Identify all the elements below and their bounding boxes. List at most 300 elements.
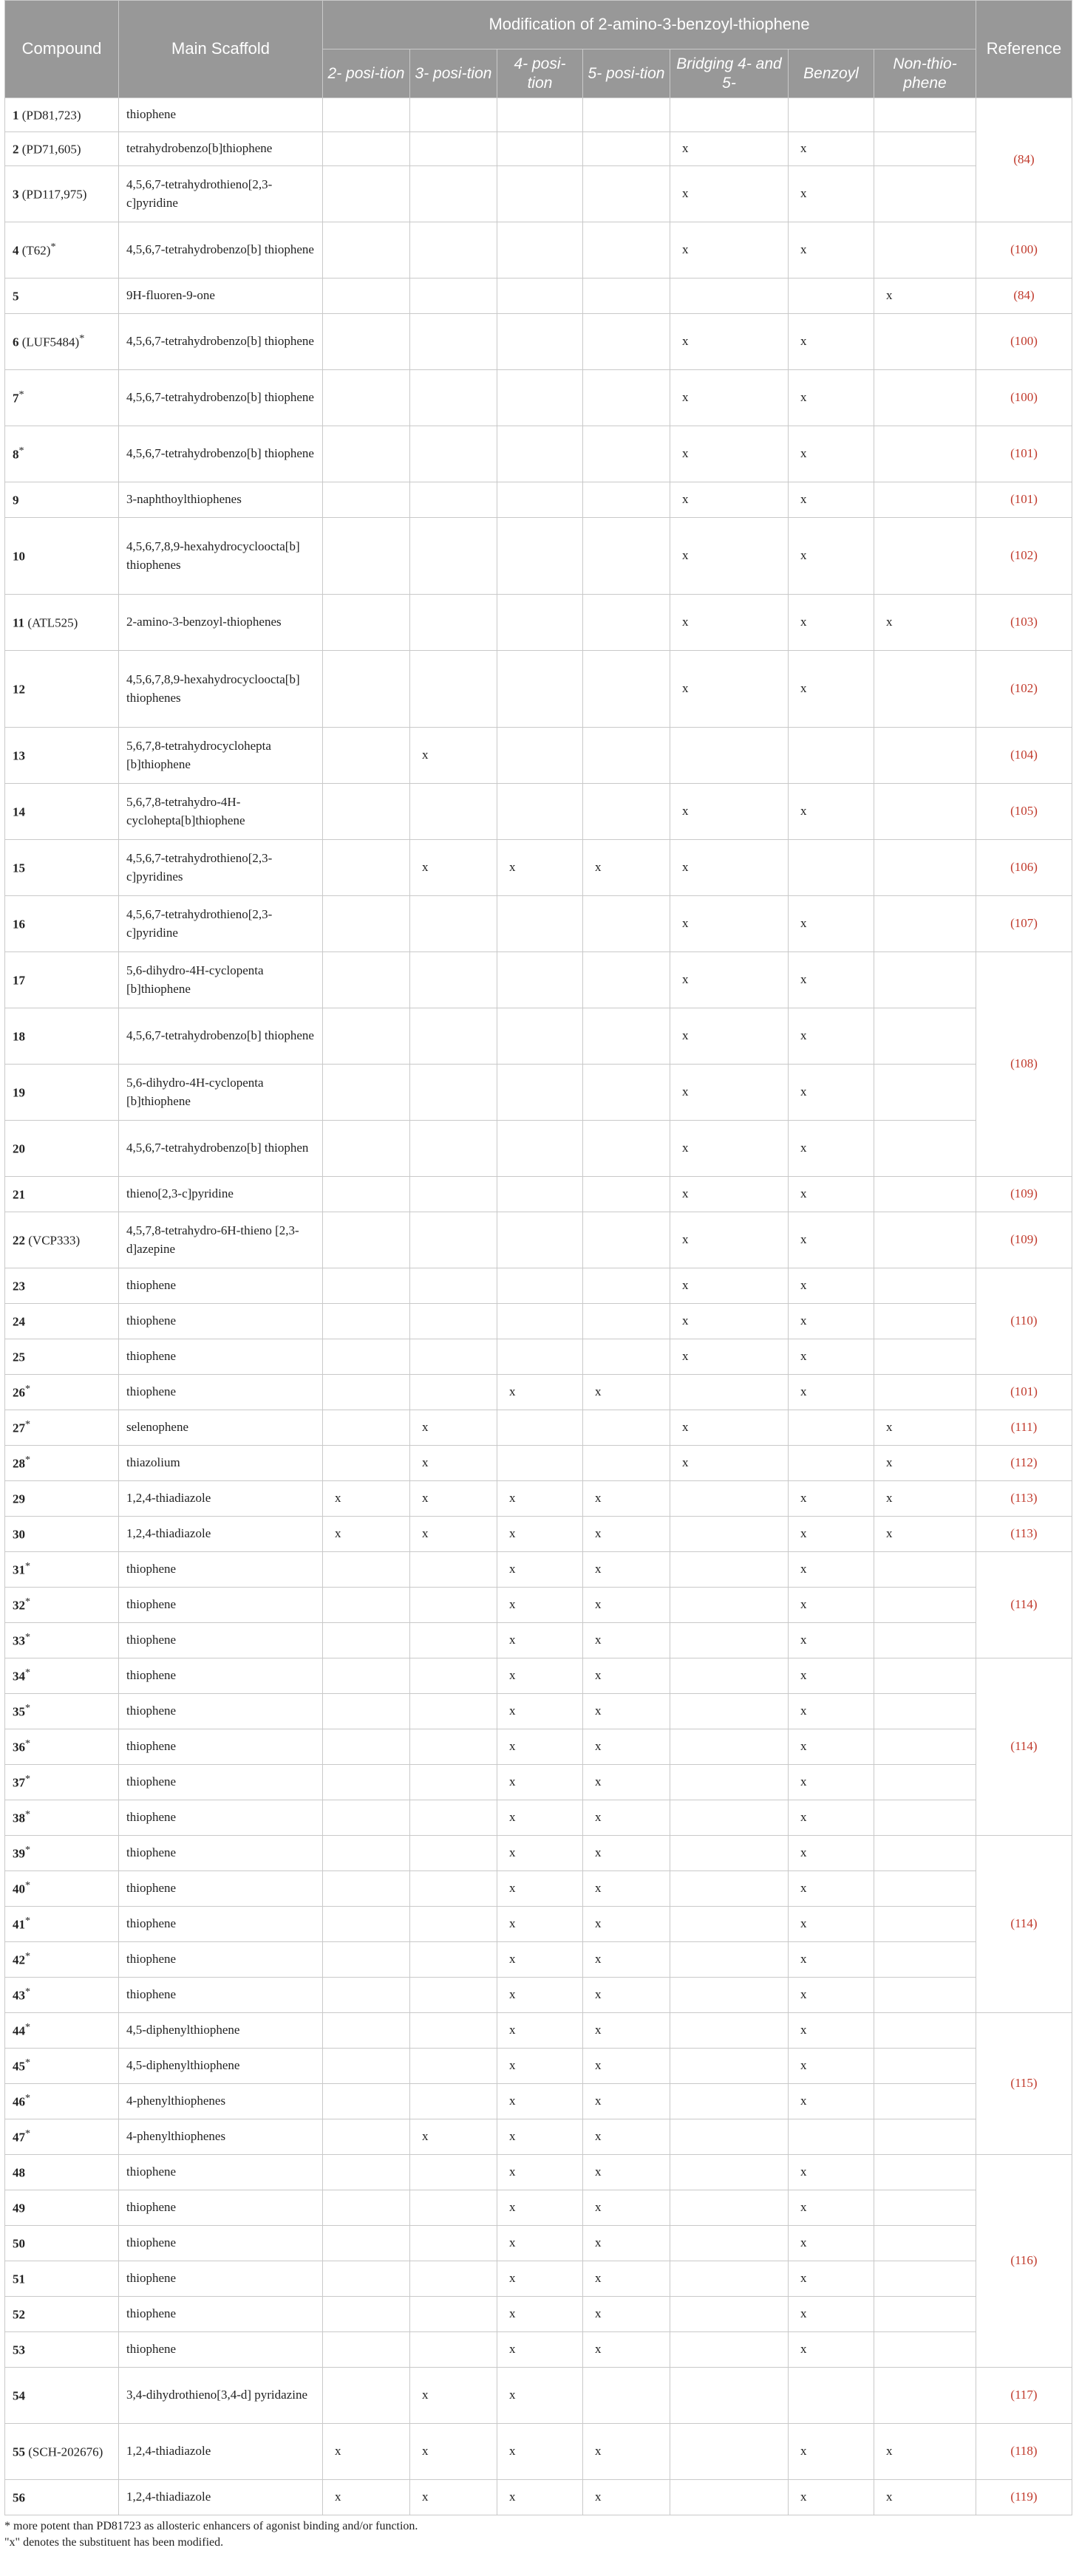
table-row [5, 222, 1072, 279]
mark-benzoyl: x [789, 132, 874, 166]
header-bridging: Bridging 4- and 5- [670, 49, 789, 98]
mark-5-position [583, 952, 670, 1008]
table-row [5, 2424, 1072, 2480]
mark-3-position [410, 2226, 497, 2261]
table-row [5, 840, 1072, 896]
scaffold-cell: 5,6,7,8-tetrahydro-4H-cyclohepta[b]thiophene [119, 784, 323, 840]
compound-cell [5, 1177, 119, 1212]
reference-cell: (103) [976, 595, 1072, 651]
mark-benzoyl [789, 1410, 874, 1446]
mark-bridging [670, 728, 789, 784]
mark-4-position [497, 1339, 583, 1375]
reference-cell: (105) [976, 784, 1072, 840]
scaffold-cell: 1,2,4-thiadiazole [119, 2480, 323, 2515]
potency-asterisk: * [50, 241, 56, 253]
mark-bridging: x [670, 1008, 789, 1065]
mark-3-position [410, 1268, 497, 1304]
mark-5-position [583, 1065, 670, 1121]
mark-non-thiophene [874, 952, 976, 1008]
scaffold-cell: 4,5-diphenylthiophene [119, 2013, 323, 2049]
potency-asterisk: * [25, 1702, 31, 1715]
mark-non-thiophene [874, 2226, 976, 2261]
mark-2-position [323, 1008, 410, 1065]
compound-cell [5, 784, 119, 840]
mark-3-position [410, 166, 497, 222]
mark-4-position [497, 1446, 583, 1481]
header-4-position: 4- posi-tion [497, 49, 583, 98]
mark-4-position [497, 1008, 583, 1065]
mark-bridging [670, 2297, 789, 2332]
mark-non-thiophene [874, 1907, 976, 1942]
mark-5-position: x [583, 1481, 670, 1517]
mark-bridging [670, 1907, 789, 1942]
mark-benzoyl: x [789, 370, 874, 426]
mark-5-position [583, 2368, 670, 2424]
compound-number: 14 [13, 805, 25, 819]
mark-2-position [323, 1658, 410, 1694]
compound-cell [5, 1907, 119, 1942]
mark-2-position [323, 1268, 410, 1304]
table-row [5, 1694, 1072, 1729]
mark-benzoyl: x [789, 1694, 874, 1729]
table-row [5, 728, 1072, 784]
header-main-scaffold: Main Scaffold [119, 1, 323, 98]
mark-benzoyl: x [789, 1658, 874, 1694]
mark-3-position [410, 426, 497, 482]
reference-cell: (100) [976, 370, 1072, 426]
mark-benzoyl: x [789, 1623, 874, 1658]
mark-non-thiophene [874, 98, 976, 132]
table-row [5, 1978, 1072, 2013]
reference-cell: (113) [976, 1517, 1072, 1552]
mark-4-position: x [497, 2049, 583, 2084]
mark-3-position [410, 518, 497, 595]
mark-4-position: x [497, 2084, 583, 2119]
mark-non-thiophene [874, 166, 976, 222]
mark-non-thiophene [874, 2332, 976, 2368]
mark-non-thiophene: x [874, 1481, 976, 1517]
mark-3-position [410, 1552, 497, 1588]
mark-5-position: x [583, 2049, 670, 2084]
mark-5-position [583, 166, 670, 222]
mark-bridging: x [670, 1410, 789, 1446]
mark-4-position: x [497, 2368, 583, 2424]
table-row [5, 279, 1072, 314]
compound-number: 46 [13, 2095, 25, 2109]
table-row [5, 2155, 1072, 2190]
mark-5-position [583, 98, 670, 132]
scaffold-cell: thiophene [119, 1907, 323, 1942]
compound-number: 19 [13, 1086, 25, 1100]
mark-bridging: x [670, 482, 789, 518]
scaffold-cell: thiophene [119, 1588, 323, 1623]
compound-number: 12 [13, 683, 25, 697]
scaffold-cell: 4-phenylthiophenes [119, 2119, 323, 2155]
compound-number: 24 [13, 1315, 25, 1329]
mark-2-position [323, 2119, 410, 2155]
mark-bridging [670, 1765, 789, 1800]
mark-bridging: x [670, 1212, 789, 1268]
scaffold-cell: thiophene [119, 1729, 323, 1765]
table-row [5, 1481, 1072, 1517]
mark-non-thiophene [874, 2084, 976, 2119]
mark-3-position [410, 1339, 497, 1375]
compound-number: 38 [13, 1811, 25, 1825]
mark-5-position [583, 482, 670, 518]
mark-4-position [497, 728, 583, 784]
scaffold-cell: thiophene [119, 1304, 323, 1339]
mark-4-position [497, 98, 583, 132]
reference-cell: (100) [976, 222, 1072, 279]
mark-bridging: x [670, 1177, 789, 1212]
reference-cell: (101) [976, 426, 1072, 482]
compound-number: 47 [13, 2131, 25, 2145]
mark-4-position: x [497, 1658, 583, 1694]
mark-non-thiophene [874, 784, 976, 840]
table-row [5, 595, 1072, 651]
mark-2-position [323, 595, 410, 651]
mark-4-position [497, 222, 583, 279]
mark-3-position [410, 1658, 497, 1694]
mark-4-position: x [497, 1765, 583, 1800]
compound-number: 2 [13, 143, 19, 157]
mark-bridging [670, 1694, 789, 1729]
mark-2-position [323, 2013, 410, 2049]
mark-2-position [323, 2368, 410, 2424]
mark-non-thiophene [874, 651, 976, 728]
mark-3-position: x [410, 2368, 497, 2424]
mark-5-position [583, 222, 670, 279]
table-row [5, 426, 1072, 482]
mark-3-position [410, 1978, 497, 2013]
mark-2-position [323, 1907, 410, 1942]
compound-cell [5, 1871, 119, 1907]
table-row [5, 1008, 1072, 1065]
compound-number: 10 [13, 550, 25, 564]
reference-cell: (116) [976, 2155, 1072, 2368]
compound-cell [5, 1375, 119, 1410]
compound-cell [5, 518, 119, 595]
reference-cell: (114) [976, 1658, 1072, 1836]
compound-number: 7 [13, 392, 19, 406]
mark-2-position [323, 482, 410, 518]
mark-3-position [410, 1623, 497, 1658]
mark-non-thiophene [874, 132, 976, 166]
mark-non-thiophene: x [874, 1517, 976, 1552]
mark-3-position [410, 2297, 497, 2332]
mark-3-position [410, 1588, 497, 1623]
mark-bridging [670, 2480, 789, 2515]
mark-non-thiophene [874, 1212, 976, 1268]
mark-4-position: x [497, 1623, 583, 1658]
compound-cell [5, 2297, 119, 2332]
mark-3-position: x [410, 2119, 497, 2155]
table-row [5, 132, 1072, 166]
mark-3-position [410, 1177, 497, 1212]
table-row [5, 2013, 1072, 2049]
mark-bridging [670, 2332, 789, 2368]
compound-number: 41 [13, 1918, 25, 1932]
mark-5-position [583, 314, 670, 370]
mark-bridging [670, 279, 789, 314]
mark-bridging [670, 2155, 789, 2190]
scaffold-cell: 4,5,6,7,8,9-hexahydrocycloocta[b] thiophenes [119, 651, 323, 728]
mark-non-thiophene [874, 2155, 976, 2190]
mark-bridging: x [670, 518, 789, 595]
mark-2-position [323, 1871, 410, 1907]
potency-asterisk: * [25, 1915, 31, 1927]
compound-number: 51 [13, 2272, 25, 2286]
compound-number: 39 [13, 1847, 25, 1861]
mark-bridging [670, 2119, 789, 2155]
mark-bridging [670, 98, 789, 132]
mark-bridging: x [670, 426, 789, 482]
mark-non-thiophene [874, 1694, 976, 1729]
mark-non-thiophene [874, 314, 976, 370]
potency-asterisk: * [25, 1454, 31, 1466]
mark-5-position: x [583, 2190, 670, 2226]
table-row [5, 1871, 1072, 1907]
scaffold-cell: thiophene [119, 1694, 323, 1729]
mark-5-position [583, 1008, 670, 1065]
compound-name: (LUF5484) [18, 335, 80, 349]
potency-asterisk: * [25, 2021, 31, 2034]
reference-cell: (118) [976, 2424, 1072, 2480]
mark-benzoyl: x [789, 1375, 874, 1410]
scaffold-cell: thiophene [119, 2332, 323, 2368]
mark-4-position: x [497, 2226, 583, 2261]
mark-benzoyl: x [789, 1836, 874, 1871]
mark-3-position [410, 1121, 497, 1177]
table-row [5, 1800, 1072, 1836]
table-row [5, 1588, 1072, 1623]
table-row [5, 651, 1072, 728]
mark-benzoyl: x [789, 1339, 874, 1375]
mark-benzoyl: x [789, 2480, 874, 2515]
mark-2-position [323, 1065, 410, 1121]
scaffold-cell: thiophene [119, 1375, 323, 1410]
reference-cell: (84) [976, 279, 1072, 314]
mark-5-position: x [583, 1978, 670, 2013]
compound-cell [5, 2049, 119, 2084]
potency-asterisk: * [25, 1879, 31, 1892]
table-row [5, 98, 1072, 132]
scaffold-cell: thiophene [119, 1552, 323, 1588]
compound-cell [5, 1065, 119, 1121]
mark-bridging: x [670, 595, 789, 651]
mark-non-thiophene [874, 1871, 976, 1907]
mark-3-position [410, 1694, 497, 1729]
scaffold-cell: 5,6-dihydro-4H-cyclopenta [b]thiophene [119, 952, 323, 1008]
potency-asterisk: * [25, 2057, 31, 2069]
potency-asterisk: * [25, 1596, 31, 1608]
mark-2-position [323, 2190, 410, 2226]
compound-cell [5, 2190, 119, 2226]
compound-cell [5, 426, 119, 482]
compound-number: 4 [13, 244, 19, 258]
mark-4-position [497, 1177, 583, 1212]
footnote-potency: * more potent than PD81723 as allosteric enhancers of agonist binding and/or function. [4, 2520, 418, 2532]
reference-cell: (102) [976, 518, 1072, 595]
mark-3-position: x [410, 1446, 497, 1481]
compound-number: 33 [13, 1634, 25, 1648]
mark-benzoyl [789, 2119, 874, 2155]
mark-non-thiophene: x [874, 2480, 976, 2515]
scaffold-cell: 9H-fluoren-9-one [119, 279, 323, 314]
mark-5-position: x [583, 2261, 670, 2297]
mark-3-position [410, 98, 497, 132]
compound-cell [5, 1552, 119, 1588]
mark-benzoyl: x [789, 482, 874, 518]
mark-2-position [323, 279, 410, 314]
mark-non-thiophene [874, 2049, 976, 2084]
scaffold-cell: thiophene [119, 2297, 323, 2332]
mark-3-position [410, 952, 497, 1008]
compound-number: 5 [13, 290, 19, 304]
mark-bridging [670, 1836, 789, 1871]
mark-benzoyl: x [789, 952, 874, 1008]
compound-cell [5, 370, 119, 426]
mark-4-position [497, 1304, 583, 1339]
mark-4-position: x [497, 1729, 583, 1765]
header-compound: Compound [5, 1, 119, 98]
compound-number: 1 [13, 109, 19, 123]
compound-number: 15 [13, 861, 25, 875]
table-row [5, 370, 1072, 426]
mark-benzoyl: x [789, 1304, 874, 1339]
mark-5-position [583, 279, 670, 314]
scaffold-cell: thiophene [119, 1658, 323, 1694]
compound-number: 13 [13, 749, 25, 763]
mark-5-position [583, 1212, 670, 1268]
mark-5-position: x [583, 1871, 670, 1907]
reference-cell: (115) [976, 2013, 1072, 2155]
mark-4-position [497, 784, 583, 840]
compound-cell [5, 651, 119, 728]
mark-non-thiophene [874, 222, 976, 279]
compound-cell [5, 482, 119, 518]
compound-cell [5, 279, 119, 314]
mark-bridging [670, 2424, 789, 2480]
mark-3-position [410, 2190, 497, 2226]
mark-3-position [410, 651, 497, 728]
mark-2-position: x [323, 2424, 410, 2480]
mark-3-position [410, 1375, 497, 1410]
compound-cell [5, 2332, 119, 2368]
compound-name: (ATL525) [24, 616, 78, 630]
compound-name: (PD117,975) [18, 188, 87, 202]
header-non-thiophene: Non-thio-phene [874, 49, 976, 98]
compound-number: 35 [13, 1705, 25, 1719]
compound-cell [5, 2013, 119, 2049]
mark-2-position: x [323, 1481, 410, 1517]
mark-non-thiophene [874, 1729, 976, 1765]
mark-4-position: x [497, 1552, 583, 1588]
mark-4-position [497, 518, 583, 595]
scaffold-cell: selenophene [119, 1410, 323, 1446]
table-row [5, 1268, 1072, 1304]
compound-number: 18 [13, 1030, 25, 1044]
mark-benzoyl: x [789, 1065, 874, 1121]
mark-4-position [497, 426, 583, 482]
compound-number: 16 [13, 918, 25, 932]
compound-number: 25 [13, 1350, 25, 1364]
scaffold-cell: thiophene [119, 1836, 323, 1871]
scaffold-cell: thiophene [119, 1800, 323, 1836]
scaffold-cell: thiophene [119, 1268, 323, 1304]
mark-non-thiophene [874, 1836, 976, 1871]
mark-benzoyl [789, 1446, 874, 1481]
mark-benzoyl: x [789, 2190, 874, 2226]
compound-number: 31 [13, 1563, 25, 1577]
footnotes [4, 2518, 1076, 2552]
scaffold-cell: thiophene [119, 2261, 323, 2297]
mark-benzoyl: x [789, 784, 874, 840]
scaffold-cell: thiophene [119, 1765, 323, 1800]
mark-bridging [670, 1623, 789, 1658]
table-row [5, 2368, 1072, 2424]
potency-asterisk: * [25, 1667, 31, 1679]
reference-cell: (114) [976, 1836, 1072, 2013]
compound-cell [5, 1481, 119, 1517]
reference-cell: (119) [976, 2480, 1072, 2515]
mark-3-position [410, 314, 497, 370]
reference-cell: (113) [976, 1481, 1072, 1517]
mark-5-position: x [583, 1517, 670, 1552]
compound-number: 3 [13, 188, 19, 202]
mark-non-thiophene [874, 1978, 976, 2013]
compound-name: (PD81,723) [18, 109, 81, 123]
mark-4-position [497, 651, 583, 728]
compound-number: 28 [13, 1457, 25, 1471]
mark-5-position: x [583, 1588, 670, 1623]
compound-number: 54 [13, 2389, 25, 2403]
mark-non-thiophene: x [874, 2424, 976, 2480]
mark-benzoyl: x [789, 2049, 874, 2084]
reference-cell: (109) [976, 1212, 1072, 1268]
mark-3-position [410, 2049, 497, 2084]
header-modification: Modification of 2-amino-3-benzoyl-thiophene [323, 1, 976, 49]
mark-non-thiophene [874, 1765, 976, 1800]
table-row [5, 1375, 1072, 1410]
compound-cell [5, 1765, 119, 1800]
mark-benzoyl: x [789, 2332, 874, 2368]
scaffold-cell: 3,4-dihydrothieno[3,4-d] pyridazine [119, 2368, 323, 2424]
table-row [5, 1121, 1072, 1177]
compound-cell [5, 166, 119, 222]
potency-asterisk: * [25, 1631, 31, 1644]
mark-benzoyl: x [789, 1268, 874, 1304]
mark-3-position: x [410, 2480, 497, 2515]
mark-3-position [410, 1212, 497, 1268]
mark-bridging: x [670, 784, 789, 840]
mark-5-position: x [583, 1836, 670, 1871]
mark-3-position [410, 1800, 497, 1836]
compound-number: 50 [13, 2237, 25, 2251]
mark-2-position: x [323, 1517, 410, 1552]
mark-5-position [583, 370, 670, 426]
table-row [5, 1517, 1072, 1552]
mark-2-position [323, 651, 410, 728]
compound-number: 52 [13, 2308, 25, 2322]
scaffold-cell: 4,5,6,7-tetrahydrobenzo[b] thiophene [119, 222, 323, 279]
reference-cell: (112) [976, 1446, 1072, 1481]
mark-2-position [323, 1212, 410, 1268]
potency-asterisk: * [25, 1844, 31, 1856]
mark-5-position [583, 132, 670, 166]
mark-bridging: x [670, 952, 789, 1008]
compound-cell [5, 222, 119, 279]
